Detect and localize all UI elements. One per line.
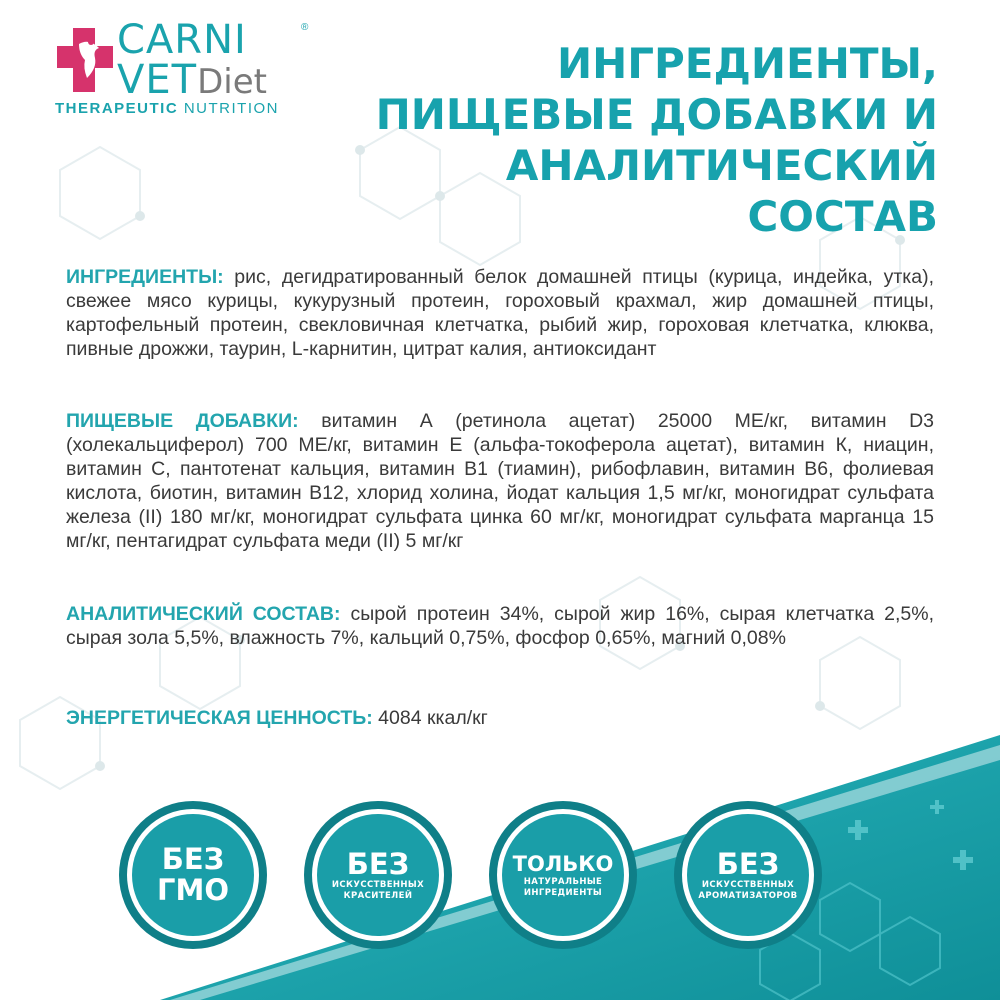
badge-4-title: БЕЗ bbox=[716, 846, 780, 881]
title-line-2: ПИЩЕВЫЕ ДОБАВКИ И bbox=[375, 90, 938, 139]
badge-1-title: БЕЗ bbox=[161, 842, 225, 876]
energy-section bbox=[66, 706, 934, 730]
additives-label: ПИЩЕВЫЕ ДОБАВКИ: bbox=[66, 410, 299, 432]
energy-label: ЭНЕРГЕТИЧЕСКАЯ ЦЕННОСТЬ: bbox=[66, 707, 373, 729]
additives-section bbox=[66, 409, 934, 553]
badge-3-subtitle: НАТУРАЛЬНЫЕ bbox=[523, 877, 603, 887]
badge-4-subtitle-2: АРОМАТИЗАТОРОВ bbox=[698, 890, 798, 901]
analytic-label: АНАЛИТИЧЕСКИЙ СОСТАВ: bbox=[66, 603, 341, 625]
title-line-1: ИНГРЕДИЕНТЫ, bbox=[556, 39, 938, 88]
analytic-section bbox=[66, 602, 934, 650]
additives-text: витамин А (ретинола ацетат) 25000 МЕ/кг, витамин D3 (холекальциферол) 700 МЕ/кг, витамин Е (альфа-токоферола ацетат), витамин К, ниацин, витамин С, пантотенат кальция, витамин В1 (тиамин), рибофлавин, витамин В6, фолиевая кислота, биотин, витамин В12, хлорид холина, йодат кальция 1,5 мг/кг, моногидрат сульфата железа (II) 180 мг/кг, моногидрат сульфата цинка 60 мг/кг, моногидрат сульфата марганца 15 мг/кг, пентагидрат сульфата меди (II) 5 мг/кг bbox=[66, 410, 934, 552]
tagline-rest: NUTRITION bbox=[183, 100, 280, 117]
ingredients-label: ИНГРЕДИЕНТЫ: bbox=[66, 266, 224, 288]
badge-3-title: ТОЛЬКО bbox=[512, 852, 614, 876]
brand-line2: VET bbox=[117, 57, 198, 103]
ingredients-section bbox=[66, 265, 934, 361]
brand-line2-suffix: Diet bbox=[197, 62, 267, 102]
ingredients-text: рис, дегидратированный белок домашней птицы (курица, индейка, утка), свежее мясо курицы, кукурузный протеин, гороховый крахмал, жир домашней птицы, картофельный протеин, свекловичная клетчатка, рыбий жир, гороховая клетчатка, клюква, пивные дрожжи, таурин, L-карнитин, цитрат калия, антиоксидант bbox=[66, 266, 934, 360]
badge-2-subtitle: ИСКУССТВЕННЫХ bbox=[331, 879, 425, 890]
cross-pet-icon bbox=[55, 24, 115, 96]
analytic-text: сырой протеин 34%, сырой жир 16%, сырая клетчатка 2,5%, сырая зола 5,5%, влажность 7%, кальций 0,75%, фосфор 0,65%, магний 0,08% bbox=[66, 603, 934, 649]
badge-1-title-2: ГМО bbox=[157, 873, 229, 907]
brand-tagline bbox=[55, 100, 279, 117]
page-title bbox=[318, 38, 938, 242]
brand-logo bbox=[55, 17, 325, 130]
registered-mark: ® bbox=[301, 22, 309, 33]
tagline-bold: THERAPEUTIC bbox=[55, 100, 179, 117]
brand-wordmark bbox=[117, 17, 267, 103]
title-line-3: АНАЛИТИЧЕСКИЙ СОСТАВ bbox=[505, 141, 938, 241]
badge-no-gmo bbox=[118, 800, 268, 950]
badge-no-flavors bbox=[673, 800, 823, 950]
badge-no-colorants bbox=[303, 800, 453, 950]
badge-2-title: БЕЗ bbox=[346, 846, 410, 881]
badge-2-subtitle-2: КРАСИТЕЛЕЙ bbox=[343, 890, 413, 901]
badge-4-subtitle: ИСКУССТВЕННЫХ bbox=[701, 879, 795, 890]
energy-text: 4084 ккал/кг bbox=[372, 707, 488, 729]
brand-line1: CARNI bbox=[117, 17, 247, 63]
badge-only-natural bbox=[488, 800, 638, 950]
badge-3-subtitle-2: ИНГРЕДИЕНТЫ bbox=[523, 888, 603, 898]
